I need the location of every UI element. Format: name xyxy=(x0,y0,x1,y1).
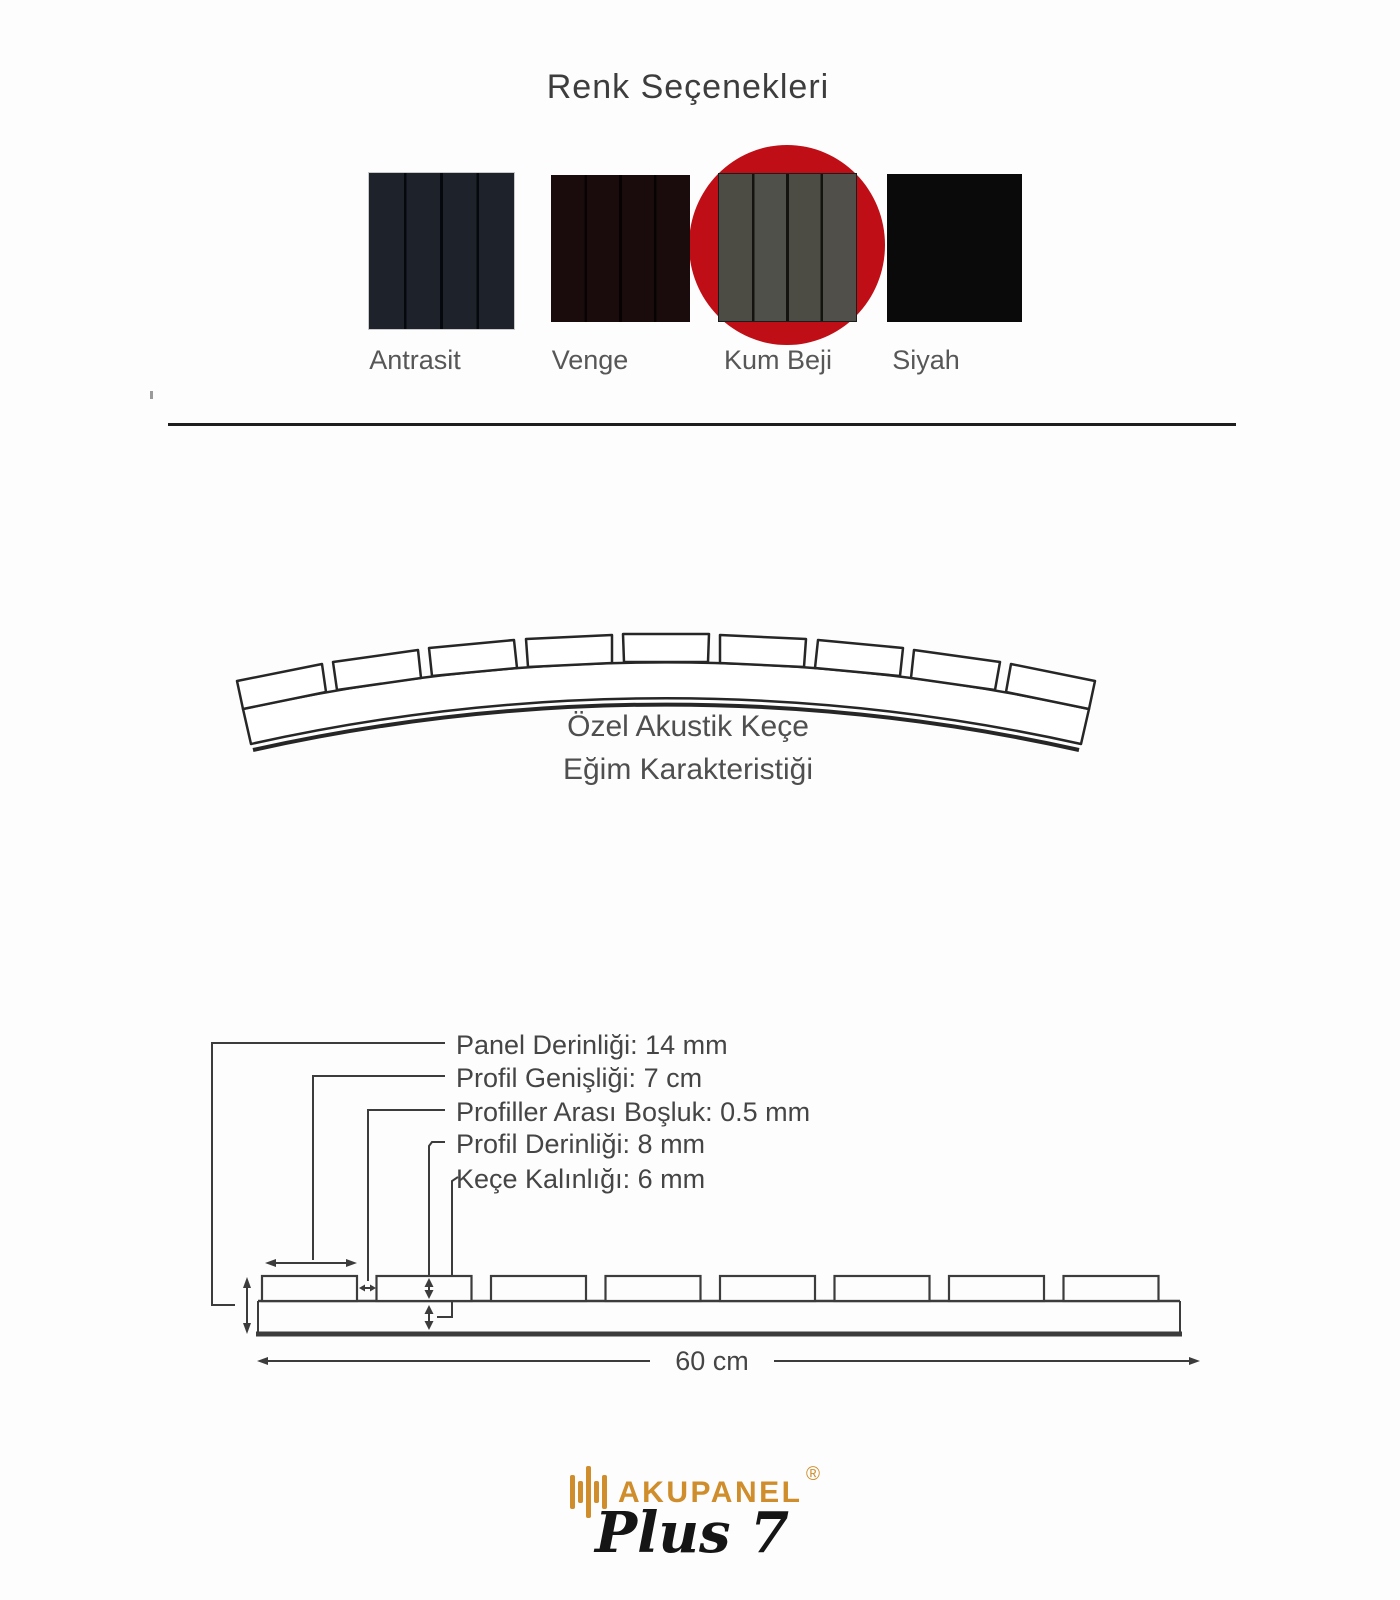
swatch-label-siyah: Siyah xyxy=(892,345,960,375)
page-title: Renk Seçenekleri xyxy=(546,68,830,106)
spec-label-panel-depth: Panel Derinliği: 14 mm xyxy=(456,1030,728,1060)
spec-label-felt-thickness: Keçe Kalınlığı: 6 mm xyxy=(456,1164,706,1194)
section-slat xyxy=(262,1276,357,1301)
curve-slat xyxy=(720,635,806,667)
section-slat xyxy=(606,1276,701,1301)
curve-caption-line1: Özel Akustik Keçe xyxy=(567,710,809,743)
section-slat xyxy=(720,1276,815,1301)
swatch-label-venge: Venge xyxy=(551,345,629,375)
spec-label-profile-gap: Profiller Arası Boşluk: 0.5 mm xyxy=(456,1097,811,1127)
swatch-label-kum-beji: Kum Beji xyxy=(723,345,833,375)
leader-profile-gap xyxy=(368,1110,445,1281)
logo-series-text: Plus 7 xyxy=(594,1500,790,1566)
section-slat xyxy=(949,1276,1044,1301)
section-slat xyxy=(491,1276,586,1301)
section-slat xyxy=(1064,1276,1159,1301)
curve-slat xyxy=(623,634,709,662)
logo-brand-text: AKUPANEL xyxy=(618,1476,803,1509)
spec-label-profile-width: Profil Genişliği: 7 cm xyxy=(456,1063,703,1093)
leader-panel-depth xyxy=(212,1043,445,1305)
curve-slat xyxy=(526,635,612,667)
swatch-label-antrasit: Antrasit xyxy=(369,345,461,375)
leader-profile-width xyxy=(313,1076,445,1260)
panel-width-dimension-label: 60 cm xyxy=(675,1346,749,1376)
spec-label-profile-depth: Profil Derinliği: 8 mm xyxy=(456,1129,706,1159)
section-slat xyxy=(835,1276,930,1301)
section-slat xyxy=(377,1276,472,1301)
registered-trademark-icon: ® xyxy=(806,1464,820,1485)
leader-profile-depth xyxy=(429,1142,445,1276)
curve-caption-line2: Eğim Karakteristiği xyxy=(562,753,814,786)
